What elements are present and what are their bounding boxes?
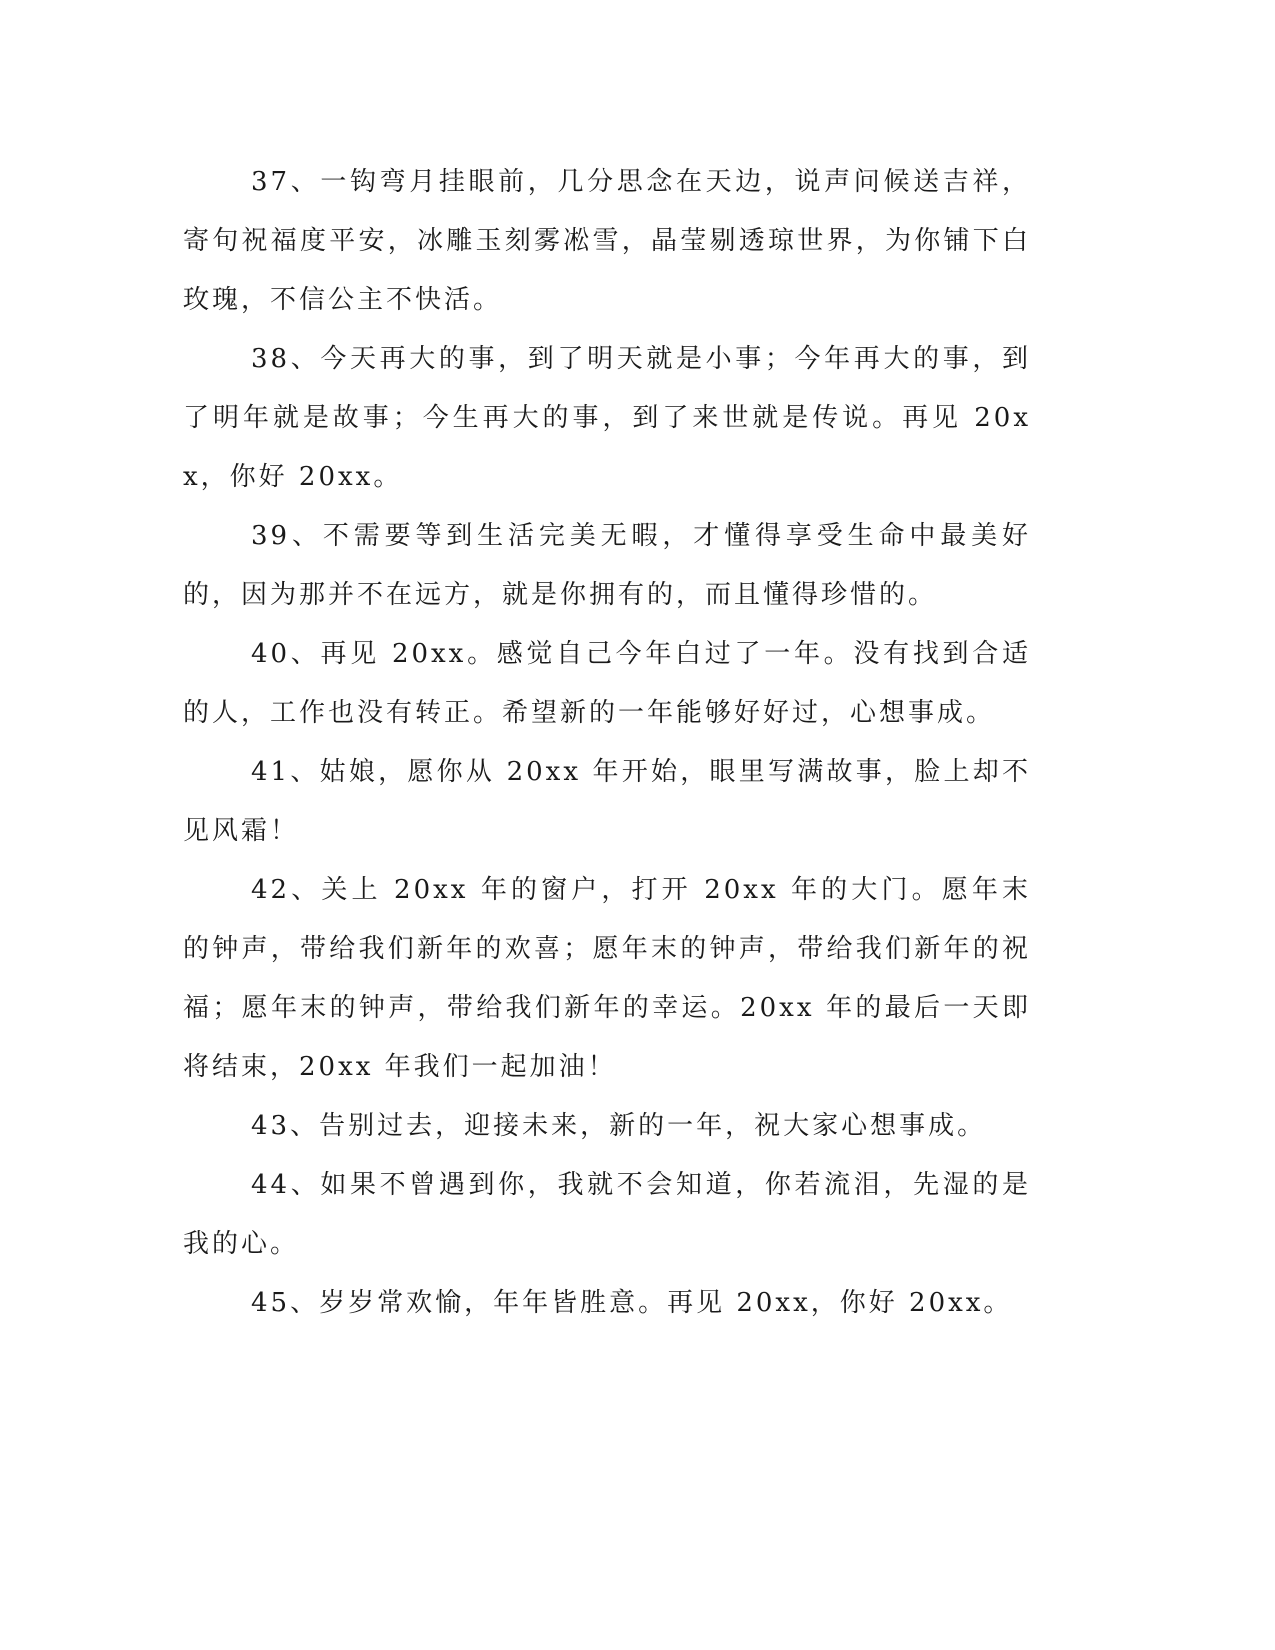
paragraph-39: 39、不需要等到生活完美无暇，才懂得享受生命中最美好的，因为那并不在远方，就是你拥有的，而且懂得珍惜的。 xyxy=(183,521,1031,610)
paragraph-37: 37、一钩弯月挂眼前，几分思念在天边，说声问候送吉祥，寄句祝福度平安，冰雕玉刻雾凇雪，晶莹剔透琼世界，为你铺下白玫瑰，不信公主不快活。 xyxy=(183,167,1031,315)
paragraph-42: 42、关上 20xx 年的窗户，打开 20xx 年的大门。愿年末的钟声，带给我们新年的欢喜；愿年末的钟声，带给我们新年的祝福；愿年末的钟声，带给我们新年的幸运。20xx 年的最后一天即将结束，20xx 年我们一起加油！ xyxy=(183,875,1031,1082)
paragraph-44: 44、如果不曾遇到你，我就不会知道，你若流泪，先湿的是我的心。 xyxy=(183,1170,1031,1259)
paragraph-45: 45、岁岁常欢愉，年年皆胜意。再见 20xx，你好 20xx。 xyxy=(251,1288,1013,1318)
paragraph-41: 41、姑娘，愿你从 20xx 年开始，眼里写满故事，脸上却不见风霜！ xyxy=(183,757,1031,846)
paragraph-43: 43、告别过去，迎接未来，新的一年，祝大家心想事成。 xyxy=(251,1111,987,1141)
paragraph-40: 40、再见 20xx。感觉自己今年白过了一年。没有找到合适的人，工作也没有转正。希望新的一年能够好好过，心想事成。 xyxy=(183,639,1031,728)
paragraph-38: 38、今天再大的事，到了明天就是小事；今年再大的事，到了明年就是故事；今生再大的事，到了来世就是传说。再见 20xx，你好 20xx。 xyxy=(183,344,1031,492)
document-body xyxy=(183,153,1031,1333)
